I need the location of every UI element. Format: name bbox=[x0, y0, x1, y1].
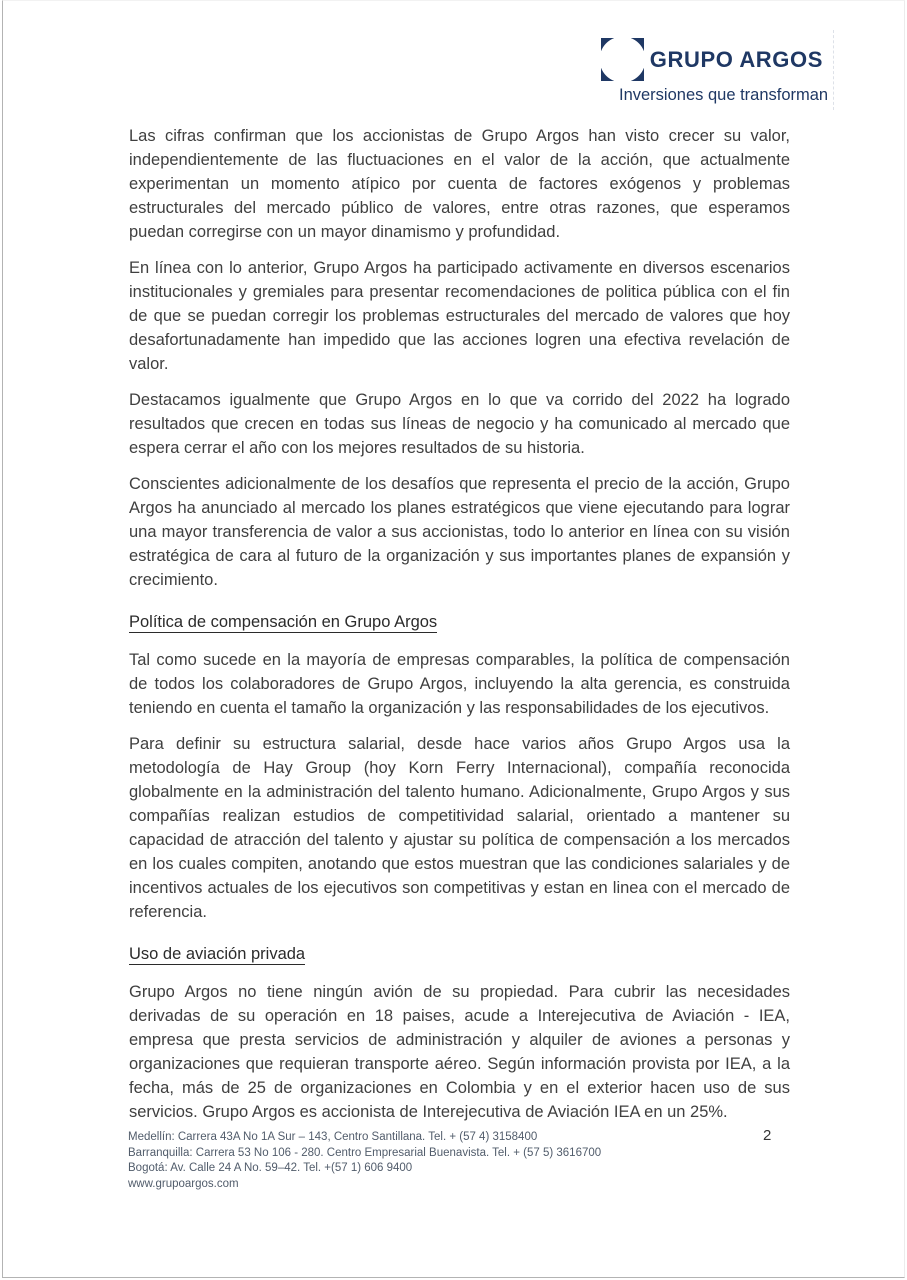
footer-address-medellin: Medellín: Carrera 43A No 1A Sur – 143, Centro Santillana. Tel. + (57 4) 3158400 bbox=[128, 1131, 538, 1143]
page-number: 2 bbox=[763, 1127, 772, 1144]
logo-wordmark: GRUPO ARGOS bbox=[649, 46, 823, 72]
footer-address-block bbox=[128, 1130, 601, 1192]
footer-address-barranquilla: Barranquilla: Carrera 53 No 106 - 280. Centro Empresarial Buenavista. Tel. + (57 5) 3616700 bbox=[128, 1146, 602, 1159]
logo-tagline: Inversiones que transforman bbox=[619, 86, 829, 104]
paragraph: Destacamos igualmente que Grupo Argos en lo que va corrido del 2022 ha logrado resultados que crecen en todas sus líneas de negocio y ha comunicado al mercado que espera cerrar el año con los mejores resultados de su historia. bbox=[129, 391, 790, 457]
paragraph: Las cifras confirman que los accionistas de Grupo Argos han visto crecer su valor, independientemente de las fluctuaciones en el valor de la acción, que actualmente experimentan un momento atípico por cuenta de factores exógenos y problemas estructurales del mercado público de valores, entre otras razones, que esperamos puedan corregirse con un mayor dinamismo y profundidad. bbox=[129, 127, 790, 241]
paragraph: Para definir su estructura salarial, desde hace varios años Grupo Argos usa la metodología de Hay Group (hoy Korn Ferry Internacional), compañía reconocida globalmente en la administración del talento humano. Adicionalmente, Grupo Argos y sus compañías realizan estudios de competitividad salarial, orientado a mantener su capacidad de atracción del talento y ajustar su política de compensación a los mercados en los cuales compiten, anotando que estos muestran que las condiciones salariales y de incentivos actuales de los ejecutivos son competitivas y estan en linea con el mercado de referencia. bbox=[129, 735, 790, 921]
paragraph: En línea con lo anterior, Grupo Argos ha participado activamente en diversos escenarios institucionales y gremiales para presentar recomendaciones de politica pública con el fin de que se puedan corregir los problemas estructurales del mercado de valores que hoy desafortunadamente han impedido que las acciones logren una efectiva revelación de valor. bbox=[129, 259, 790, 373]
header-divider-line bbox=[833, 30, 834, 110]
footer-address-bogota: Bogotá: Av. Calle 24 A No. 59–42. Tel. +(57 1) 606 9400 bbox=[128, 1162, 413, 1174]
document-body bbox=[129, 124, 790, 1136]
section-heading-compensacion: Política de compensación en Grupo Argos bbox=[129, 613, 438, 631]
section-heading-aviacion: Uso de aviación privada bbox=[129, 945, 306, 963]
grupo-argos-logo-icon bbox=[601, 38, 644, 81]
paragraph: Conscientes adicionalmente de los desafíos que representa el precio de la acción, Grupo Argos ha anunciado al mercado los planes estratégicos que viene ejecutando para lograr una mayor transferencia de valor a sus accionistas, todo lo anterior en línea con su visión estratégica de cara al futuro de la organización y sus importantes planes de expansión y crecimiento. bbox=[129, 475, 790, 589]
paragraph: Tal como sucede en la mayoría de empresas comparables, la política de compensación de todos los colaboradores de Grupo Argos, incluyendo la alta gerencia, es construida teniendo en cuenta el tamaño la organización y las responsabilidades de los ejecutivos. bbox=[129, 651, 790, 717]
footer-website: www.grupoargos.com bbox=[128, 1177, 239, 1190]
paragraph: Grupo Argos no tiene ningún avión de su propiedad. Para cubrir las necesidades derivadas de su operación en 18 paises, acude a Interejecutiva de Aviación - IEA, empresa que presta servicios de administración y alquiler de aviones a personas y organizaciones que requieran transporte aéreo. Según información provista por IEA, a la fecha, más de 25 de organizaciones en Colombia y en el exterior hacen uso de sus servicios. Grupo Argos es accionista de Interejecutiva de Aviación IEA en un 25%. bbox=[129, 983, 790, 1121]
grupo-argos-logo bbox=[619, 38, 829, 105]
